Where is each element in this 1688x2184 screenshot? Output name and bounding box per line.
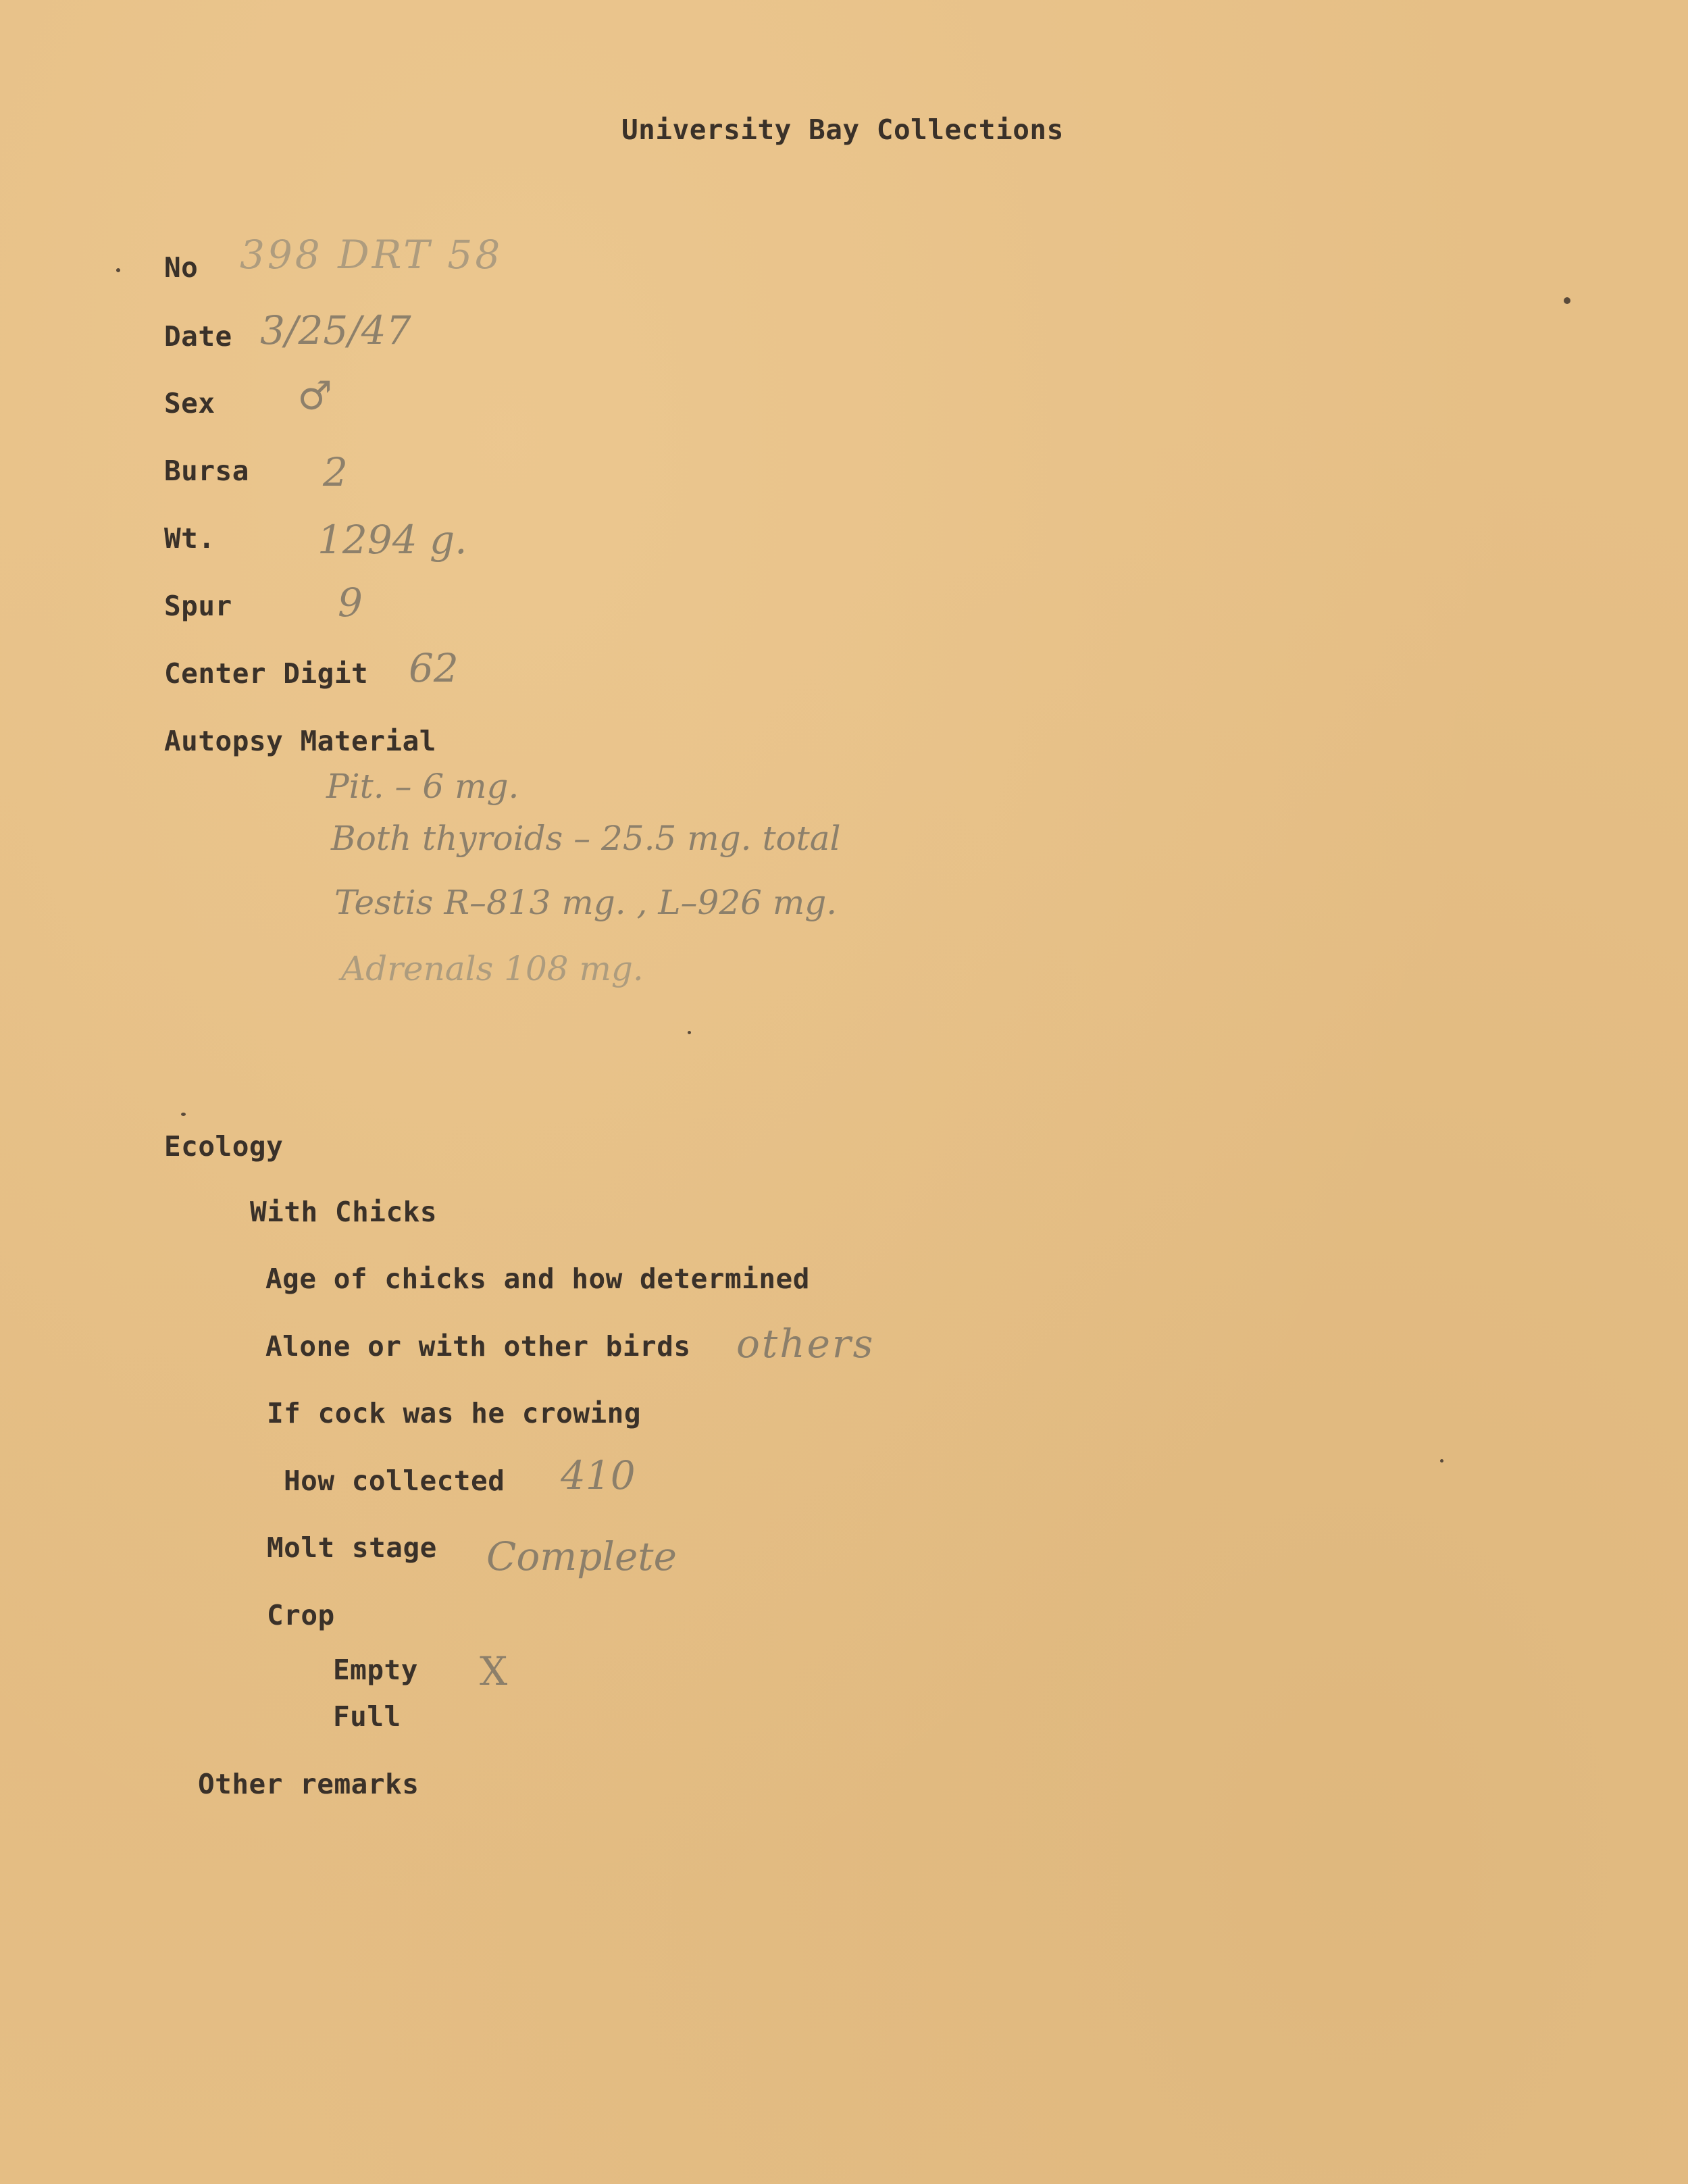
spur-label: Spur (164, 590, 232, 622)
alone-or-with-label: Alone or with other birds (265, 1330, 691, 1363)
paper-speck (688, 1031, 691, 1034)
autopsy-line: Pit. – 6 mg. (326, 767, 519, 806)
spur-value: 9 (338, 580, 363, 626)
no-value: 398 DRT 58 (240, 232, 503, 278)
no-label: No (164, 251, 199, 284)
molt-stage-label: Molt stage (267, 1531, 437, 1564)
how-collected-value: 410 (561, 1452, 636, 1498)
bursa-label: Bursa (164, 455, 249, 487)
cock-crowing-label: If cock was he crowing (267, 1397, 642, 1429)
autopsy-line: Testis R–813 mg. , L–926 mg. (334, 883, 838, 922)
autopsy-line: Adrenals 108 mg. (341, 949, 644, 988)
autopsy-label: Autopsy Material (164, 725, 436, 757)
sex-label: Sex (164, 387, 215, 420)
paper-speck (181, 1113, 186, 1116)
page-title: University Bay Collections (621, 113, 1064, 146)
date-value: 3/25/47 (260, 307, 411, 353)
wt-value: 1294 g. (317, 517, 467, 563)
other-remarks-label: Other remarks (198, 1768, 419, 1800)
bursa-value: 2 (323, 449, 348, 495)
center-digit-label: Center Digit (164, 657, 369, 690)
alone-or-with-value: others (736, 1321, 875, 1367)
paper-speck (1440, 1459, 1443, 1463)
center-digit-value: 62 (409, 645, 459, 691)
sex-value: ♂ (297, 373, 332, 419)
crop-label: Crop (267, 1599, 335, 1631)
age-of-chicks-label: Age of chicks and how determined (265, 1263, 810, 1295)
ecology-label: Ecology (164, 1130, 284, 1163)
crop-empty-label: Empty (333, 1654, 418, 1686)
crop-full-label: Full (333, 1700, 401, 1733)
crop-empty-mark: X (480, 1648, 508, 1694)
wt-label: Wt. (164, 522, 215, 555)
with-chicks-label: With Chicks (250, 1196, 438, 1228)
paper-speck (116, 268, 120, 272)
autopsy-line: Both thyroids – 25.5 mg. total (331, 819, 841, 858)
date-label: Date (164, 320, 232, 353)
molt-stage-value: Complete (486, 1533, 677, 1579)
how-collected-label: How collected (284, 1465, 505, 1497)
paper-speck (1564, 297, 1570, 304)
